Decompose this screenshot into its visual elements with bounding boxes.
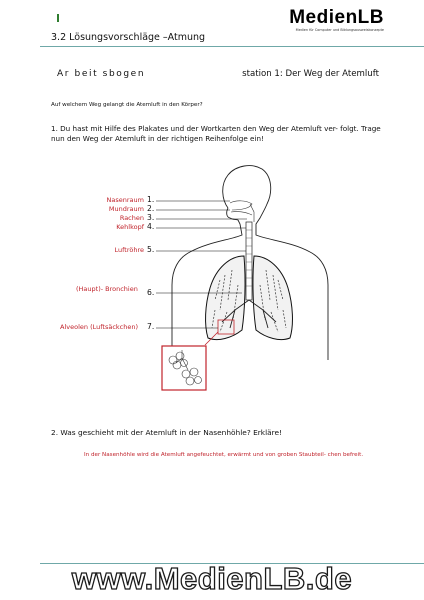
number-7: 7. (147, 322, 155, 331)
number-2: 2. (147, 204, 155, 213)
label-luftroehre: Luftröhre (114, 246, 144, 254)
answer-2: In der Nasenhöhle wird die Atemluft angefeuchtet, erwärmt und von groben Staubteil- chen befreit. (84, 452, 364, 458)
medienlb-logo (289, 8, 384, 33)
respiratory-diagram (60, 160, 350, 400)
section-title: 3.2 Lösungsvorschläge –Atmung (51, 32, 206, 43)
label-nasenraum: Nasenraum (106, 196, 144, 204)
footer-url: www.MedienLB.de (71, 561, 353, 596)
question-1: 1. Du hast mit Hilfe des Plakates und der Wortkarten den Weg der Atemluft ver- folgt. Trage nun den Weg der Atemluft in der richtigen Reihenfolge ein! (51, 124, 381, 143)
question-2: 2. Was geschieht mit der Atemluft in der Nasenhöhle? Erkläre! (51, 428, 283, 437)
label-mundraum: Mundraum (108, 205, 144, 213)
number-5: 5. (147, 245, 155, 254)
number-4: 4. (147, 222, 155, 231)
label-kehlkopf: Kehlkopf (116, 223, 144, 231)
logo-subtitle: Medien für Computer und Bildungsausweiskonzepte (295, 28, 384, 32)
number-6: 6. (147, 288, 155, 297)
station-title: station 1: Der Weg der Atemluft (242, 69, 379, 79)
label-bronchien: (Haupt)- Bronchien (76, 285, 138, 293)
intro-question: Auf welchem Weg gelangt die Atemluft in den Körper? (51, 102, 203, 108)
label-rachen: Rachen (119, 214, 144, 222)
logo-text: MedienLB (289, 7, 384, 28)
worksheet-label: Ar beit sbogen (57, 69, 146, 79)
number-3: 3. (147, 213, 155, 222)
number-1: 1. (147, 195, 155, 204)
label-alveolen: Alveolen (Luftsäckchen) (60, 323, 139, 331)
page-marker (57, 14, 59, 22)
header-divider (40, 46, 424, 47)
